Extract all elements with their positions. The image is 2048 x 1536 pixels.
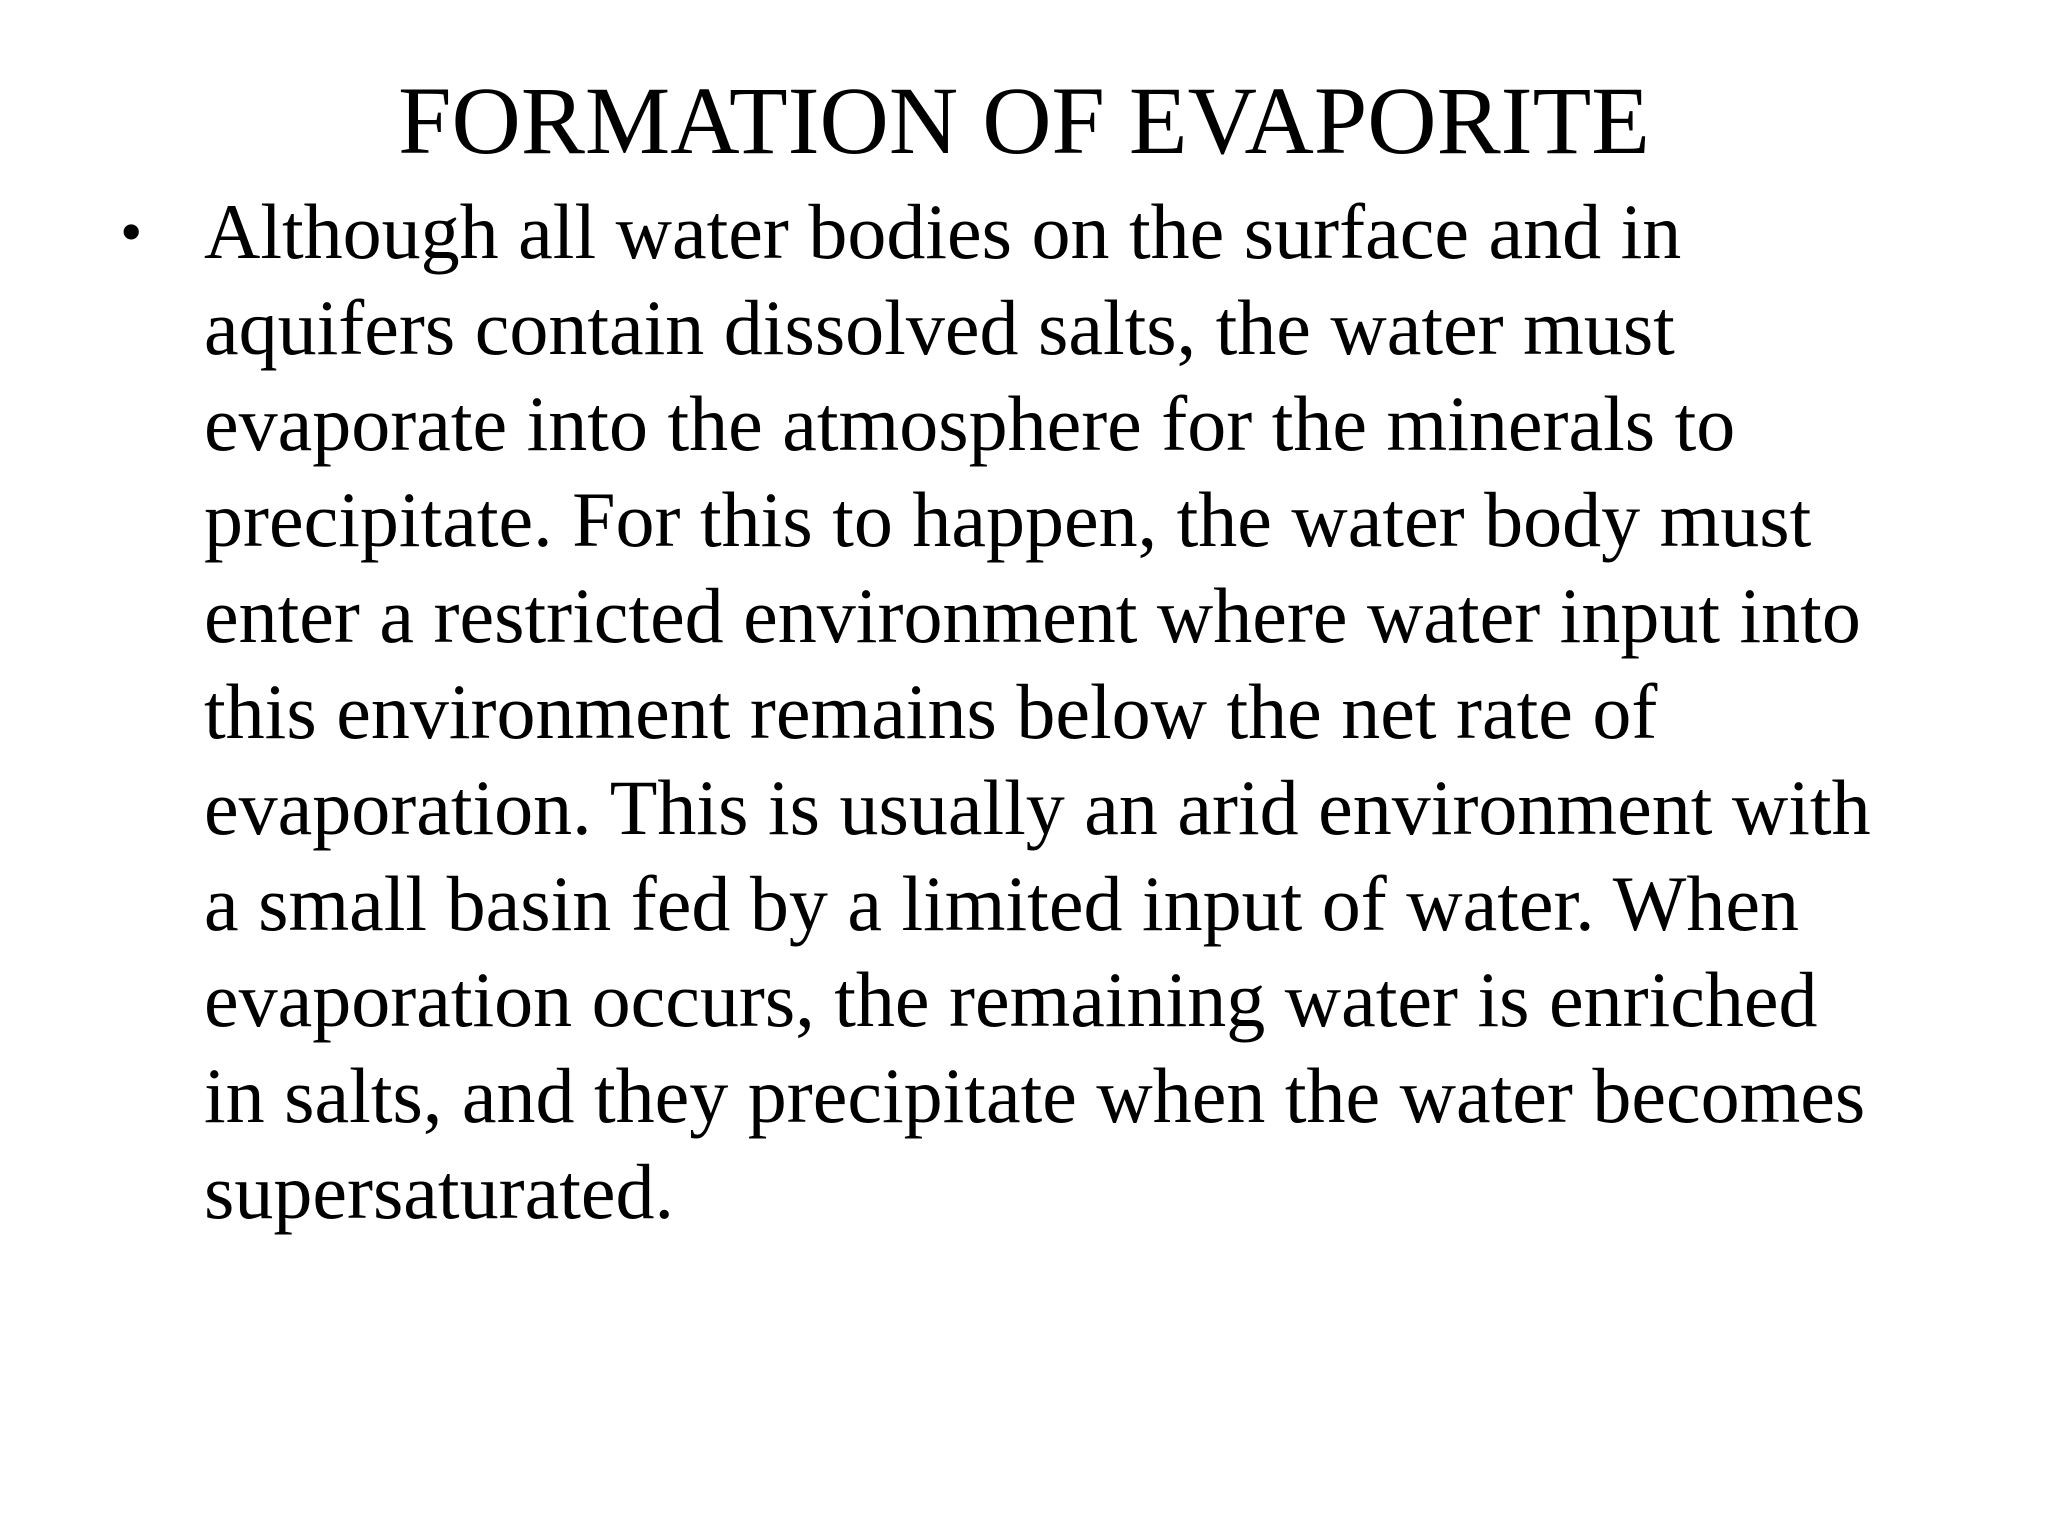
bullet-text-line: aquifers contain dissolved salts, the water must xyxy=(204,284,1675,371)
bullet-text-line: supersaturated. xyxy=(204,1148,674,1235)
bullet-text-line: in salts, and they precipitate when the water becomes xyxy=(204,1052,1866,1139)
bullet-icon: • xyxy=(120,196,143,267)
bullet-text-line: a small basin fed by a limited input of water. When xyxy=(204,860,1800,947)
bullet-text-line: evaporate into the atmosphere for the minerals to xyxy=(204,380,1736,467)
bullet-list xyxy=(120,184,1940,1240)
slide-title: FORMATION OF EVAPORITE xyxy=(398,67,1650,174)
bullet-text-line: Although all water bodies on the surface and in xyxy=(204,188,1682,275)
bullet-text-line: precipitate. For this to happen, the water body must xyxy=(204,476,1812,563)
bullet-item xyxy=(120,184,1940,1240)
bullet-text-line: enter a restricted environment where water input into xyxy=(204,572,1861,659)
bullet-text-line: evaporation occurs, the remaining water is enriched xyxy=(204,956,1818,1043)
bullet-text-line: evaporation. This is usually an arid environment with xyxy=(204,764,1871,851)
bullet-text-line: this environment remains below the net rate of xyxy=(204,668,1658,755)
